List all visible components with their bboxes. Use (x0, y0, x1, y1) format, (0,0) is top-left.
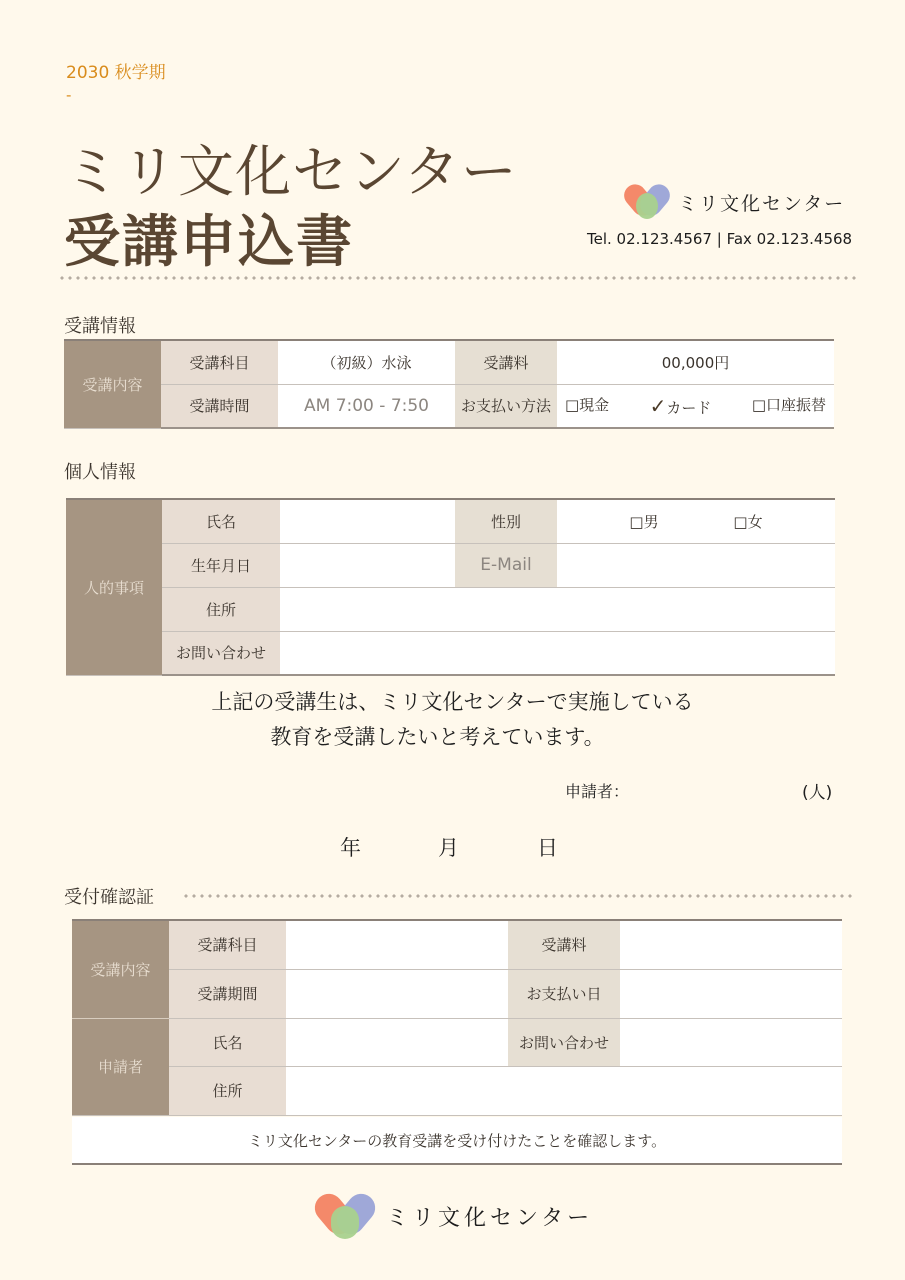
table-row (64, 384, 834, 428)
brand-name: ミリ文化センター (678, 192, 846, 215)
page-title-center: ミリ文化センター (64, 140, 518, 205)
payment-transfer-checkbox[interactable]: □口座振替 (751, 395, 826, 414)
label-subject: 受講科目 (161, 340, 278, 384)
date-day: 日 (537, 836, 558, 860)
table-row (72, 1018, 842, 1066)
date-month: 月 (438, 836, 459, 860)
receipt-subject-field[interactable] (286, 920, 508, 969)
category-cell: 人的事項 (66, 499, 162, 675)
table-row (66, 587, 835, 631)
seal-mark: (人) (802, 783, 833, 803)
label-time: 受講時間 (161, 384, 278, 428)
personal-info-table (66, 498, 835, 676)
label-period: 受講期間 (169, 969, 286, 1018)
declaration-line-2: 教育を受講したいと考えています。 (270, 725, 605, 749)
label-address: 住所 (162, 587, 280, 631)
fee-field[interactable]: 00,000円 (557, 340, 834, 384)
section-title-receipt: 受付確認証 (64, 887, 154, 908)
checkmark-icon: ✓ (649, 393, 667, 418)
date-year: 年 (340, 836, 361, 860)
receipt-period-field[interactable] (286, 969, 508, 1018)
course-info-table (64, 339, 834, 429)
table-row (64, 340, 834, 384)
dotted-divider (58, 276, 858, 280)
term-label: 2030 秋学期 (66, 63, 166, 83)
label-subject: 受講科目 (169, 920, 286, 969)
label-payment-date: お支払い日 (508, 969, 620, 1018)
label-payment: お支払い方法 (455, 384, 557, 428)
label-fee: 受講料 (508, 920, 620, 969)
receipt-name-field[interactable] (286, 1018, 508, 1066)
label-email: E-Mail (455, 543, 557, 587)
payment-options (557, 384, 834, 428)
declaration-line-1: 上記の受講生は、ミリ文化センターで実施している (211, 690, 694, 714)
email-field[interactable] (557, 543, 835, 587)
gender-female-checkbox[interactable]: □女 (733, 512, 763, 531)
label-name: 氏名 (169, 1018, 286, 1066)
label-gender: 性別 (455, 499, 557, 543)
page-title-form: 受講申込書 (64, 210, 354, 275)
label-address: 住所 (169, 1066, 286, 1115)
receipt-fee-field[interactable] (620, 920, 842, 969)
contact-info: Tel. 02.123.4567 | Fax 02.123.4568 (587, 230, 853, 248)
declaration-text (0, 685, 905, 755)
category-cell: 申請者 (72, 1018, 169, 1115)
name-field[interactable] (280, 499, 455, 543)
receipt-header (64, 883, 854, 909)
heart-logo-icon (622, 183, 672, 221)
brand-logo-top (622, 183, 845, 221)
receipt-address-field[interactable] (286, 1066, 842, 1115)
term-dash: - (66, 86, 72, 104)
receipt-contact-field[interactable] (620, 1018, 842, 1066)
label-contact: お問い合わせ (508, 1018, 620, 1066)
receipt-table (72, 919, 842, 1116)
payment-cash-checkbox[interactable]: □現金 (565, 395, 610, 414)
heart-logo-icon (312, 1192, 378, 1240)
table-row (66, 499, 835, 543)
table-row (72, 920, 842, 969)
category-cell: 受講内容 (64, 340, 161, 428)
section-title-course: 受講情報 (64, 316, 136, 337)
label-name: 氏名 (162, 499, 280, 543)
brand-logo-bottom (312, 1192, 593, 1240)
table-row (72, 969, 842, 1018)
table-row (72, 1066, 842, 1115)
gender-options (557, 499, 835, 543)
birthdate-field[interactable] (280, 543, 455, 587)
time-field[interactable]: AM 7:00 - 7:50 (278, 384, 455, 428)
table-row (66, 631, 835, 675)
contact-field[interactable] (280, 631, 835, 675)
label-contact: お問い合わせ (162, 631, 280, 675)
label-fee: 受講料 (455, 340, 557, 384)
dotted-divider (182, 894, 854, 898)
payment-card-checkbox[interactable]: ✓カード (649, 393, 712, 418)
address-field[interactable] (280, 587, 835, 631)
label-birthdate: 生年月日 (162, 543, 280, 587)
section-title-personal: 個人情報 (64, 462, 136, 483)
category-cell: 受講内容 (72, 920, 169, 1018)
brand-name: ミリ文化センター (386, 1205, 594, 1231)
confirmation-text: ミリ文化センターの教育受講を受け付けたことを確認します。 (72, 1117, 842, 1165)
receipt-payment-date-field[interactable] (620, 969, 842, 1018)
gender-male-checkbox[interactable]: □男 (629, 512, 659, 531)
applicant-label: 申請者： (565, 782, 630, 801)
subject-field[interactable]: （初級）水泳 (278, 340, 455, 384)
table-row (66, 543, 835, 587)
